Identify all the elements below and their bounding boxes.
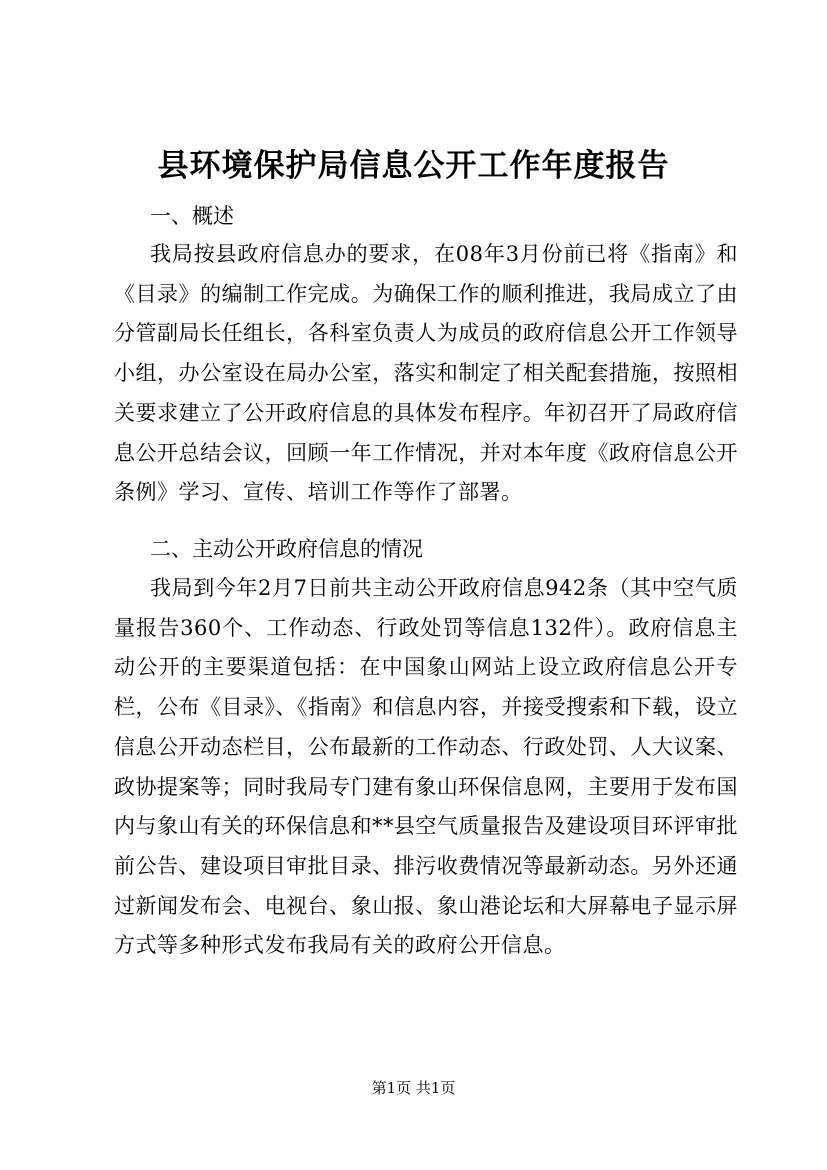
document-title: 县环境保护局信息公开工作年度报告: [157, 148, 670, 184]
section-heading-overview: 一、概述: [150, 204, 234, 228]
page-number-footer: 第1页 共1页: [371, 1079, 456, 1097]
section-paragraph-active-disclosure: 我局到今年2月7日前共主动公开政府信息942条（其中空气质量报告360个、工作动态、行政处罚等信息132件）。政府信息主动公开的主要渠道包括：在中国象山网站上设立政府信息公开专栏，公布《目录》、《指南》和信息内容，并接受搜索和下载，设立信息公开动态栏目，公布最新的工作动态、行政处罚、人大议案、政协提案等；同时我局专门建有象山环保信息网，主要用于发布国内与象山有关的环保信息和**县空气质量报告及建设项目环评审批前公告、建设项目审批目录、排污收费情况等最新动态。另外还通过新闻发布会、电视台、象山报、象山港论坛和大屏幕电子显示屏方式等多种形式发布我局有关的政府公开信息。: [114, 576, 738, 958]
section-paragraph-overview: 我局按县政府信息办的要求，在08年3月份前已将《指南》和《目录》的编制工作完成。为确保工作的顺利推进，我局成立了由分管副局长任组长，各科室负责人为成员的政府信息公开工作领导小组，办公室设在局办公室，落实和制定了相关配套措施，按照相关要求建立了公开政府信息的具体发布程序。年初召开了局政府信息公开总结会议，回顾一年工作情况，并对本年度《政府信息公开条例》学习、宣传、培训工作等作了部署。: [114, 242, 738, 505]
section-heading-active-disclosure: 二、主动公开政府信息的情况: [150, 537, 423, 561]
